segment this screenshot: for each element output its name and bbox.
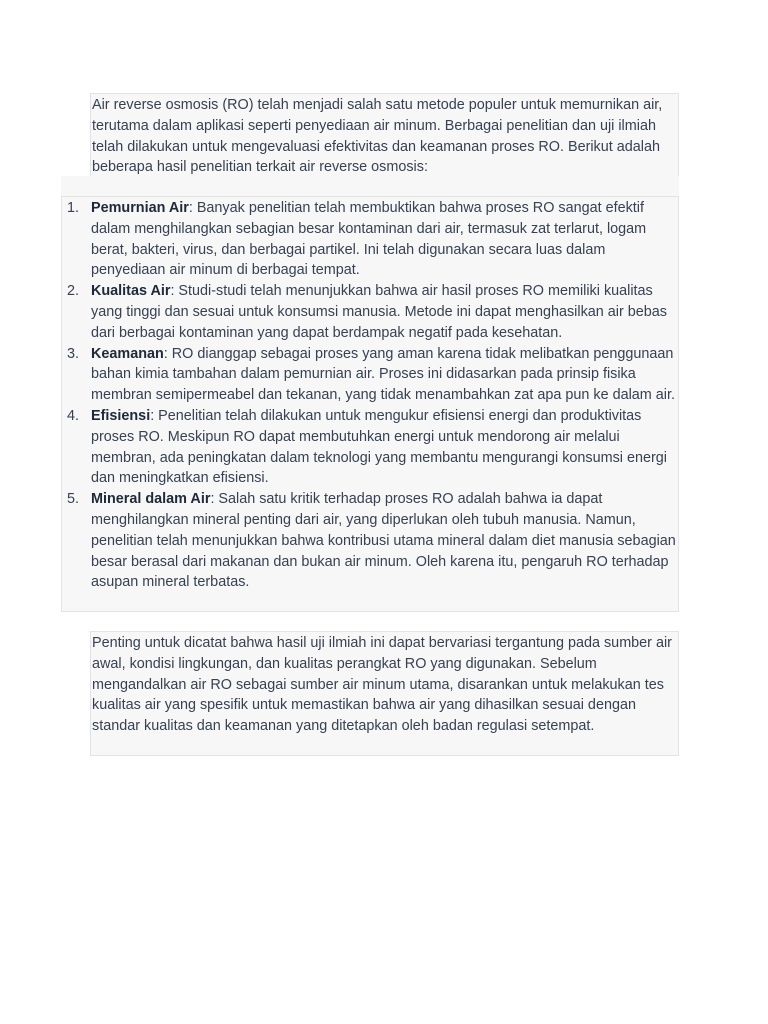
closing-paragraph: Penting untuk dicatat bahwa hasil uji ilmiah ini dapat bervariasi tergantung pada sumber air awal, kondisi lingkungan, dan kualitas perangkat RO yang digunakan. Sebelum mengandalkan air RO sebagai sumber air minum utama, disarankan untuk melakukan tes kualitas air yang spesifik untuk memastikan bahwa air yang dihasilkan sesuai dengan standar kualitas dan keamanan yang ditetapkan oleh badan regulasi setempat. (92, 635, 672, 735)
list-item-text: : Banyak penelitian telah membuktikan bahwa proses RO sangat efektif dalam menghilangkan sebagian besar kontaminan dari air, termasuk zat terlarut, logam berat, bakteri, virus, dan berbagai partikel. Ini telah digunakan secara luas dalam penyediaan air minum di berbagai tempat. (91, 200, 647, 279)
list-item-number: 4. (67, 407, 80, 424)
intro-paragraph: Air reverse osmosis (RO) telah menjadi salah satu metode populer untuk memurnikan air, terutama dalam aplikasi seperti penyediaan air minum. Berbagai penelitian dan uji ilmiah telah dilakukan untuk mengevaluasi efektivitas dan keamanan proses RO. Berikut adalah beberapa hasil penelitian terkait air reverse osmosis: (92, 97, 663, 176)
list-item-term: Mineral dalam Air (91, 491, 211, 508)
list-item (62, 406, 678, 489)
list-item-number: 2. (67, 283, 80, 300)
list-item-number: 3. (67, 345, 80, 362)
list-item-text: : Penelitian telah dilakukan untuk mengukur efisiensi energi dan produktivitas proses RO. Meskipun RO dapat membutuhkan energi untuk mendorong air melalui membran, ada peningkatan dalam teknologi yang membantu mengurangi konsumsi energi dan meningkatkan efisiensi. (91, 407, 667, 487)
list-item-term: Keamanan (91, 345, 164, 362)
findings-list-block (61, 196, 679, 612)
intro-paragraph-block (90, 93, 679, 177)
section-divider-band (61, 176, 679, 196)
list-item-text: : RO dianggap sebagai proses yang aman karena tidak melibatkan penggunaan bahan kimia tambahan dalam pemurnian air. Proses ini didasarkan pada prinsip fisika membran semipermeabel dan tekanan, yang tidak menambahkan zat apa pun ke dalam air. (91, 345, 675, 404)
closing-paragraph-block (90, 631, 679, 756)
list-item-text: : Studi-studi telah menunjukkan bahwa air hasil proses RO memiliki kualitas yang tinggi dan sesuai untuk konsumsi manusia. Metode ini dapat menghasilkan air bebas dari berbagai kontaminan yang dapat berdampak negatif pada kesehatan. (91, 283, 667, 341)
list-item-text: : Salah satu kritik terhadap proses RO adalah bahwa ia dapat menghilangkan mineral penting dari air, yang diperlukan oleh tubuh manusia. Namun, penelitian telah menunjukkan bahwa kontribusi utama mineral dalam diet manusia sebagian besar berasal dari makanan dan bukan air minum. Oleh karena itu, pengaruh RO terhadap asupan mineral terbatas. (91, 491, 676, 591)
list-item-term: Efisiensi (91, 407, 151, 424)
list-item (62, 489, 678, 593)
list-item-number: 1. (67, 200, 80, 216)
findings-list (62, 198, 678, 593)
list-item (62, 344, 678, 406)
list-item-term: Kualitas Air (91, 283, 171, 300)
list-item (62, 281, 678, 343)
list-item (62, 198, 678, 281)
list-item-term: Pemurnian Air (91, 200, 189, 216)
list-item-number: 5. (67, 491, 80, 508)
